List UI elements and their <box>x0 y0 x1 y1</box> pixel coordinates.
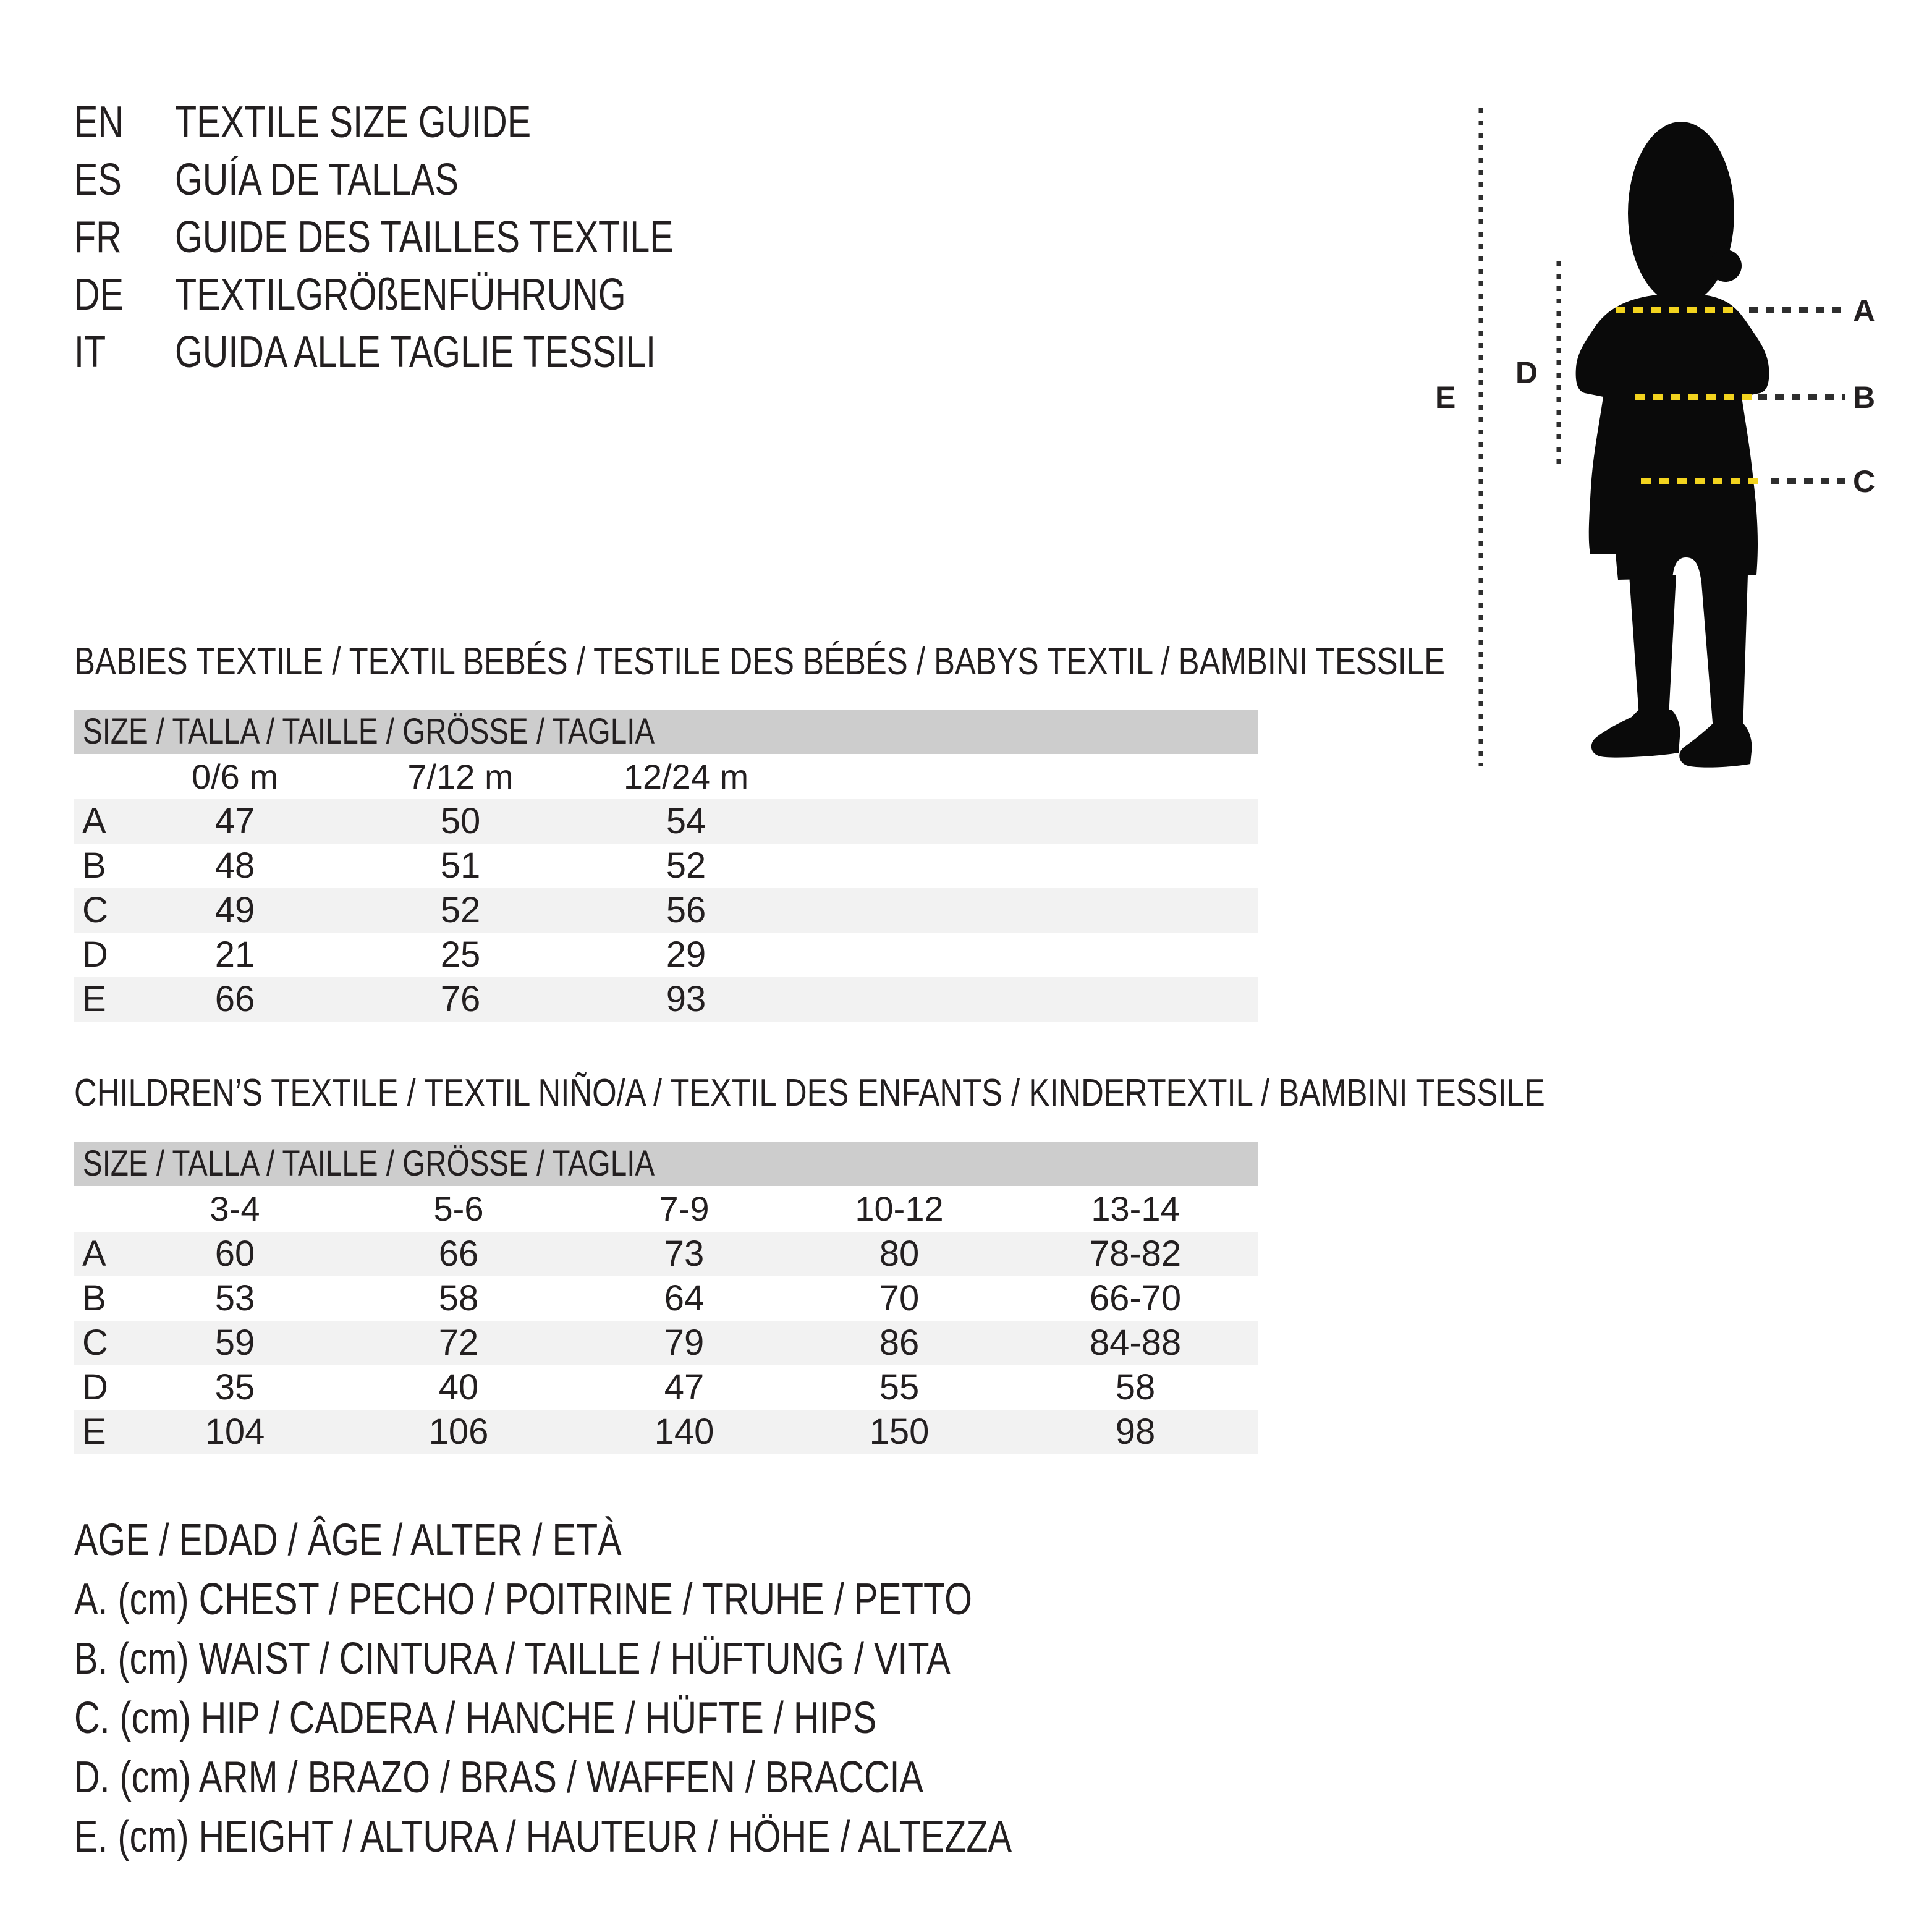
cell: 35 <box>214 1367 255 1407</box>
legend-line-hip: C. (cm) HIP / CADERA / HANCHE / HÜFTE / HIPS <box>74 1693 877 1743</box>
label-waist-b: B <box>1853 380 1876 415</box>
legend-line-waist: B. (cm) WAIST / CINTURA / TAILLE / HÜFTUNG / VITA <box>74 1634 951 1684</box>
legend-line-height: E. (cm) HEIGHT / ALTURA / HAUTEUR / HÖHE / ALTEZZA <box>74 1812 1012 1862</box>
babies-column-headers <box>74 754 1258 799</box>
cell: 51 <box>440 845 481 886</box>
column-header: 12/24 m <box>623 757 749 796</box>
label-height-e: E <box>1435 380 1456 415</box>
cell: 104 <box>205 1412 265 1452</box>
row-label: E <box>82 1412 106 1452</box>
table-row <box>74 799 1258 844</box>
cell: 52 <box>440 890 481 930</box>
table-row <box>74 1410 1258 1454</box>
table-row <box>74 1232 1258 1276</box>
cell: 70 <box>879 1278 920 1318</box>
cell: 48 <box>214 845 255 886</box>
table-row <box>74 888 1258 933</box>
column-header: 3-4 <box>210 1189 260 1228</box>
cell: 58 <box>438 1278 479 1318</box>
cell: 106 <box>428 1412 489 1452</box>
table-row <box>74 844 1258 888</box>
legend-line-arm: D. (cm) ARM / BRAZO / BRAS / WAFFEN / BRACCIA <box>74 1753 923 1802</box>
cell: 60 <box>214 1234 255 1274</box>
cell: 98 <box>1115 1412 1156 1452</box>
cell: 50 <box>440 801 481 841</box>
column-header: 13-14 <box>1091 1189 1180 1228</box>
cell: 86 <box>879 1323 920 1363</box>
cell: 49 <box>214 890 255 930</box>
cell: 84-88 <box>1089 1323 1182 1363</box>
cell: 59 <box>214 1323 255 1363</box>
cell: 58 <box>1115 1367 1156 1407</box>
row-label: A <box>82 801 106 841</box>
label-hip-c: C <box>1853 464 1876 499</box>
cell: 66 <box>214 979 255 1019</box>
row-label: B <box>82 845 106 886</box>
babies-size-header-bar: SIZE / TALLA / TAILLE / GRÖSSE / TAGLIA <box>74 710 1258 754</box>
cell: 53 <box>214 1278 255 1318</box>
cell: 78-82 <box>1089 1234 1182 1274</box>
row-label: A <box>82 1234 106 1274</box>
cell: 52 <box>666 845 706 886</box>
table-row <box>74 1365 1258 1410</box>
table-row <box>74 1276 1258 1321</box>
table-row <box>74 977 1258 1022</box>
column-header: 7-9 <box>659 1189 710 1228</box>
column-header: 7/12 m <box>407 757 514 796</box>
children-column-headers <box>74 1186 1258 1231</box>
cell: 56 <box>666 890 706 930</box>
babies-table-title: BABIES TEXTILE / TEXTIL BEBÉS / TESTILE DES BÉBÉS / BABYS TEXTIL / BAMBINI TESSILE <box>74 640 1446 683</box>
lang-title: GUÍA DE TALLAS <box>175 155 459 205</box>
table-row <box>74 933 1258 977</box>
cell: 66-70 <box>1089 1278 1182 1318</box>
cell: 64 <box>664 1278 705 1318</box>
cell: 140 <box>654 1412 714 1452</box>
lang-code: DE <box>74 270 124 320</box>
cell: 66 <box>438 1234 479 1274</box>
table-row <box>74 1321 1258 1365</box>
cell: 72 <box>438 1323 479 1363</box>
cell: 47 <box>664 1367 705 1407</box>
cell: 25 <box>440 934 481 975</box>
lang-title: TEXTILE SIZE GUIDE <box>175 98 532 147</box>
label-chest-a: A <box>1853 294 1876 328</box>
row-label: D <box>82 934 108 975</box>
label-arm-d: D <box>1515 355 1538 390</box>
column-header: 0/6 m <box>191 757 279 796</box>
cell: 54 <box>666 801 706 841</box>
row-label: E <box>82 979 106 1019</box>
cell: 150 <box>869 1412 930 1452</box>
row-label: B <box>82 1278 106 1318</box>
lang-code: EN <box>74 98 124 147</box>
row-label: C <box>82 890 108 930</box>
cell: 93 <box>666 979 706 1019</box>
cell: 47 <box>214 801 255 841</box>
cell: 80 <box>879 1234 920 1274</box>
cell: 55 <box>879 1367 920 1407</box>
cell: 29 <box>666 934 706 975</box>
lang-title: GUIDE DES TAILLES TEXTILE <box>175 213 674 262</box>
cell: 76 <box>440 979 481 1019</box>
lang-title: GUIDA ALLE TAGLIE TESSILI <box>175 328 656 377</box>
lang-code: FR <box>74 213 122 262</box>
cell: 73 <box>664 1234 705 1274</box>
legend-line-chest: A. (cm) CHEST / PECHO / POITRINE / TRUHE / PETTO <box>74 1575 972 1624</box>
column-header: 5-6 <box>433 1189 484 1228</box>
lang-code: ES <box>74 155 122 205</box>
cell: 40 <box>438 1367 479 1407</box>
row-label: C <box>82 1323 108 1363</box>
children-size-header-bar: SIZE / TALLA / TAILLE / GRÖSSE / TAGLIA <box>74 1142 1258 1186</box>
lang-code: IT <box>74 328 106 377</box>
row-label: D <box>82 1367 108 1407</box>
column-header: 10-12 <box>855 1189 944 1228</box>
cell: 79 <box>664 1323 705 1363</box>
cell: 21 <box>214 934 255 975</box>
legend-line-age: AGE / EDAD / ÂGE / ALTER / ETÀ <box>74 1515 622 1565</box>
lang-title: TEXTILGRÖßENFÜHRUNG <box>175 270 626 320</box>
children-table-title: CHILDREN’S TEXTILE / TEXTIL NIÑO/A / TEXTIL DES ENFANTS / KINDERTEXTIL / BAMBINI TESSILE <box>74 1072 1545 1114</box>
